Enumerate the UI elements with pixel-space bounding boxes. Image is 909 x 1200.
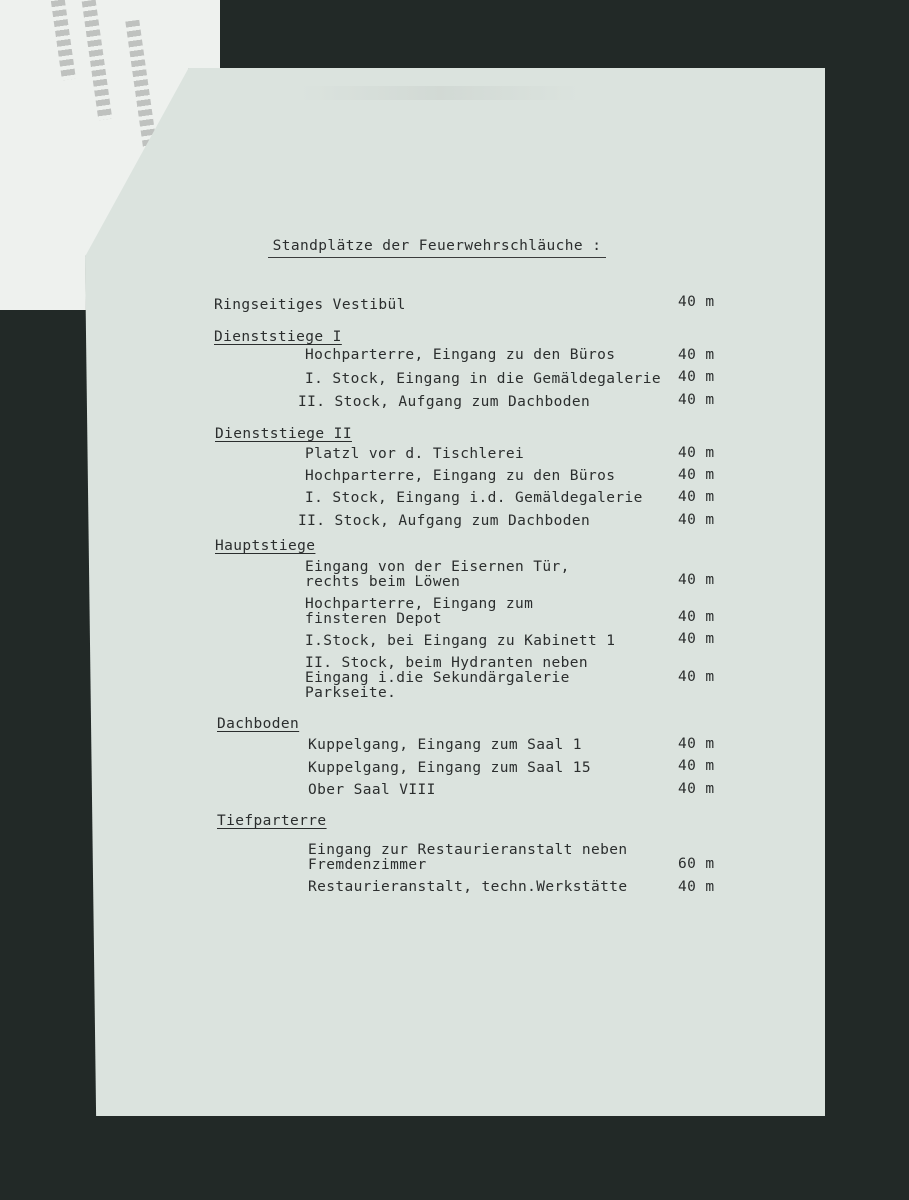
entry-text: I. Stock, Eingang i.d. Gemäldegalerie <box>305 490 643 506</box>
entry-length: 40 m <box>678 631 715 647</box>
entry-text-continued: Parkseite. <box>305 685 397 701</box>
entry-text: Eingang von der Eisernen Tür, <box>305 559 570 575</box>
entry-text: II. Stock, Aufgang zum Dachboden <box>298 513 591 529</box>
entry-text: I. Stock, Eingang in die Gemäldegalerie <box>305 371 662 387</box>
entry-text: II. Stock, Aufgang zum Dachboden <box>298 394 591 410</box>
entry-length: 40 m <box>678 669 715 685</box>
entry-length: 40 m <box>678 572 715 588</box>
entry-length: 40 m <box>678 781 715 797</box>
section-heading: Dienststiege II <box>215 426 352 442</box>
document-title: Standplätze der Feuerwehrschläuche : <box>268 238 606 258</box>
section-heading: Hauptstiege <box>215 538 316 554</box>
entry-text: I.Stock, bei Eingang zu Kabinett 1 <box>305 633 616 649</box>
entry-length: 60 m <box>678 856 715 872</box>
entry-text-continued: Eingang i.die Sekundärgalerie <box>305 670 570 686</box>
entry-length: 40 m <box>678 347 715 363</box>
entry-text: II. Stock, beim Hydranten neben <box>305 655 589 671</box>
entry-text-continued: Fremdenzimmer <box>308 857 427 873</box>
entry-text: Hochparterre, Eingang zu den Büros <box>305 347 616 363</box>
entry-length: 40 m <box>678 512 715 528</box>
entry-text: Hochparterre, Eingang zum <box>305 596 534 612</box>
entry-text: Kuppelgang, Eingang zum Saal 15 <box>308 760 592 776</box>
entry-length: 40 m <box>678 489 715 505</box>
entry-text-continued: finsteren Depot <box>305 611 442 627</box>
entry-length: 40 m <box>678 294 715 310</box>
entry-text: Ober Saal VIII <box>308 782 436 798</box>
entry-text: Platzl vor d. Tischlerei <box>305 446 525 462</box>
entry-length: 40 m <box>678 392 715 408</box>
entry-length: 40 m <box>678 879 715 895</box>
entry-length: 40 m <box>678 736 715 752</box>
section-heading: Tiefparterre <box>217 813 327 829</box>
entry-length: 40 m <box>678 467 715 483</box>
entry-text: Eingang zur Restaurieranstalt neben <box>308 842 628 858</box>
section-heading: Dachboden <box>217 716 300 732</box>
entry-length: 40 m <box>678 758 715 774</box>
entry-length: 40 m <box>678 369 715 385</box>
entry-text-continued: rechts beim Löwen <box>305 574 461 590</box>
entry-text: Restaurieranstalt, techn.Werkstätte <box>308 879 628 895</box>
section-heading: Dienststiege I <box>214 329 342 345</box>
entry-length: 40 m <box>678 445 715 461</box>
entry-length: 40 m <box>678 609 715 625</box>
entry-text: Kuppelgang, Eingang zum Saal 1 <box>308 737 582 753</box>
entry-text: Hochparterre, Eingang zu den Büros <box>305 468 616 484</box>
entry-text: Ringseitiges Vestibül <box>214 297 406 313</box>
